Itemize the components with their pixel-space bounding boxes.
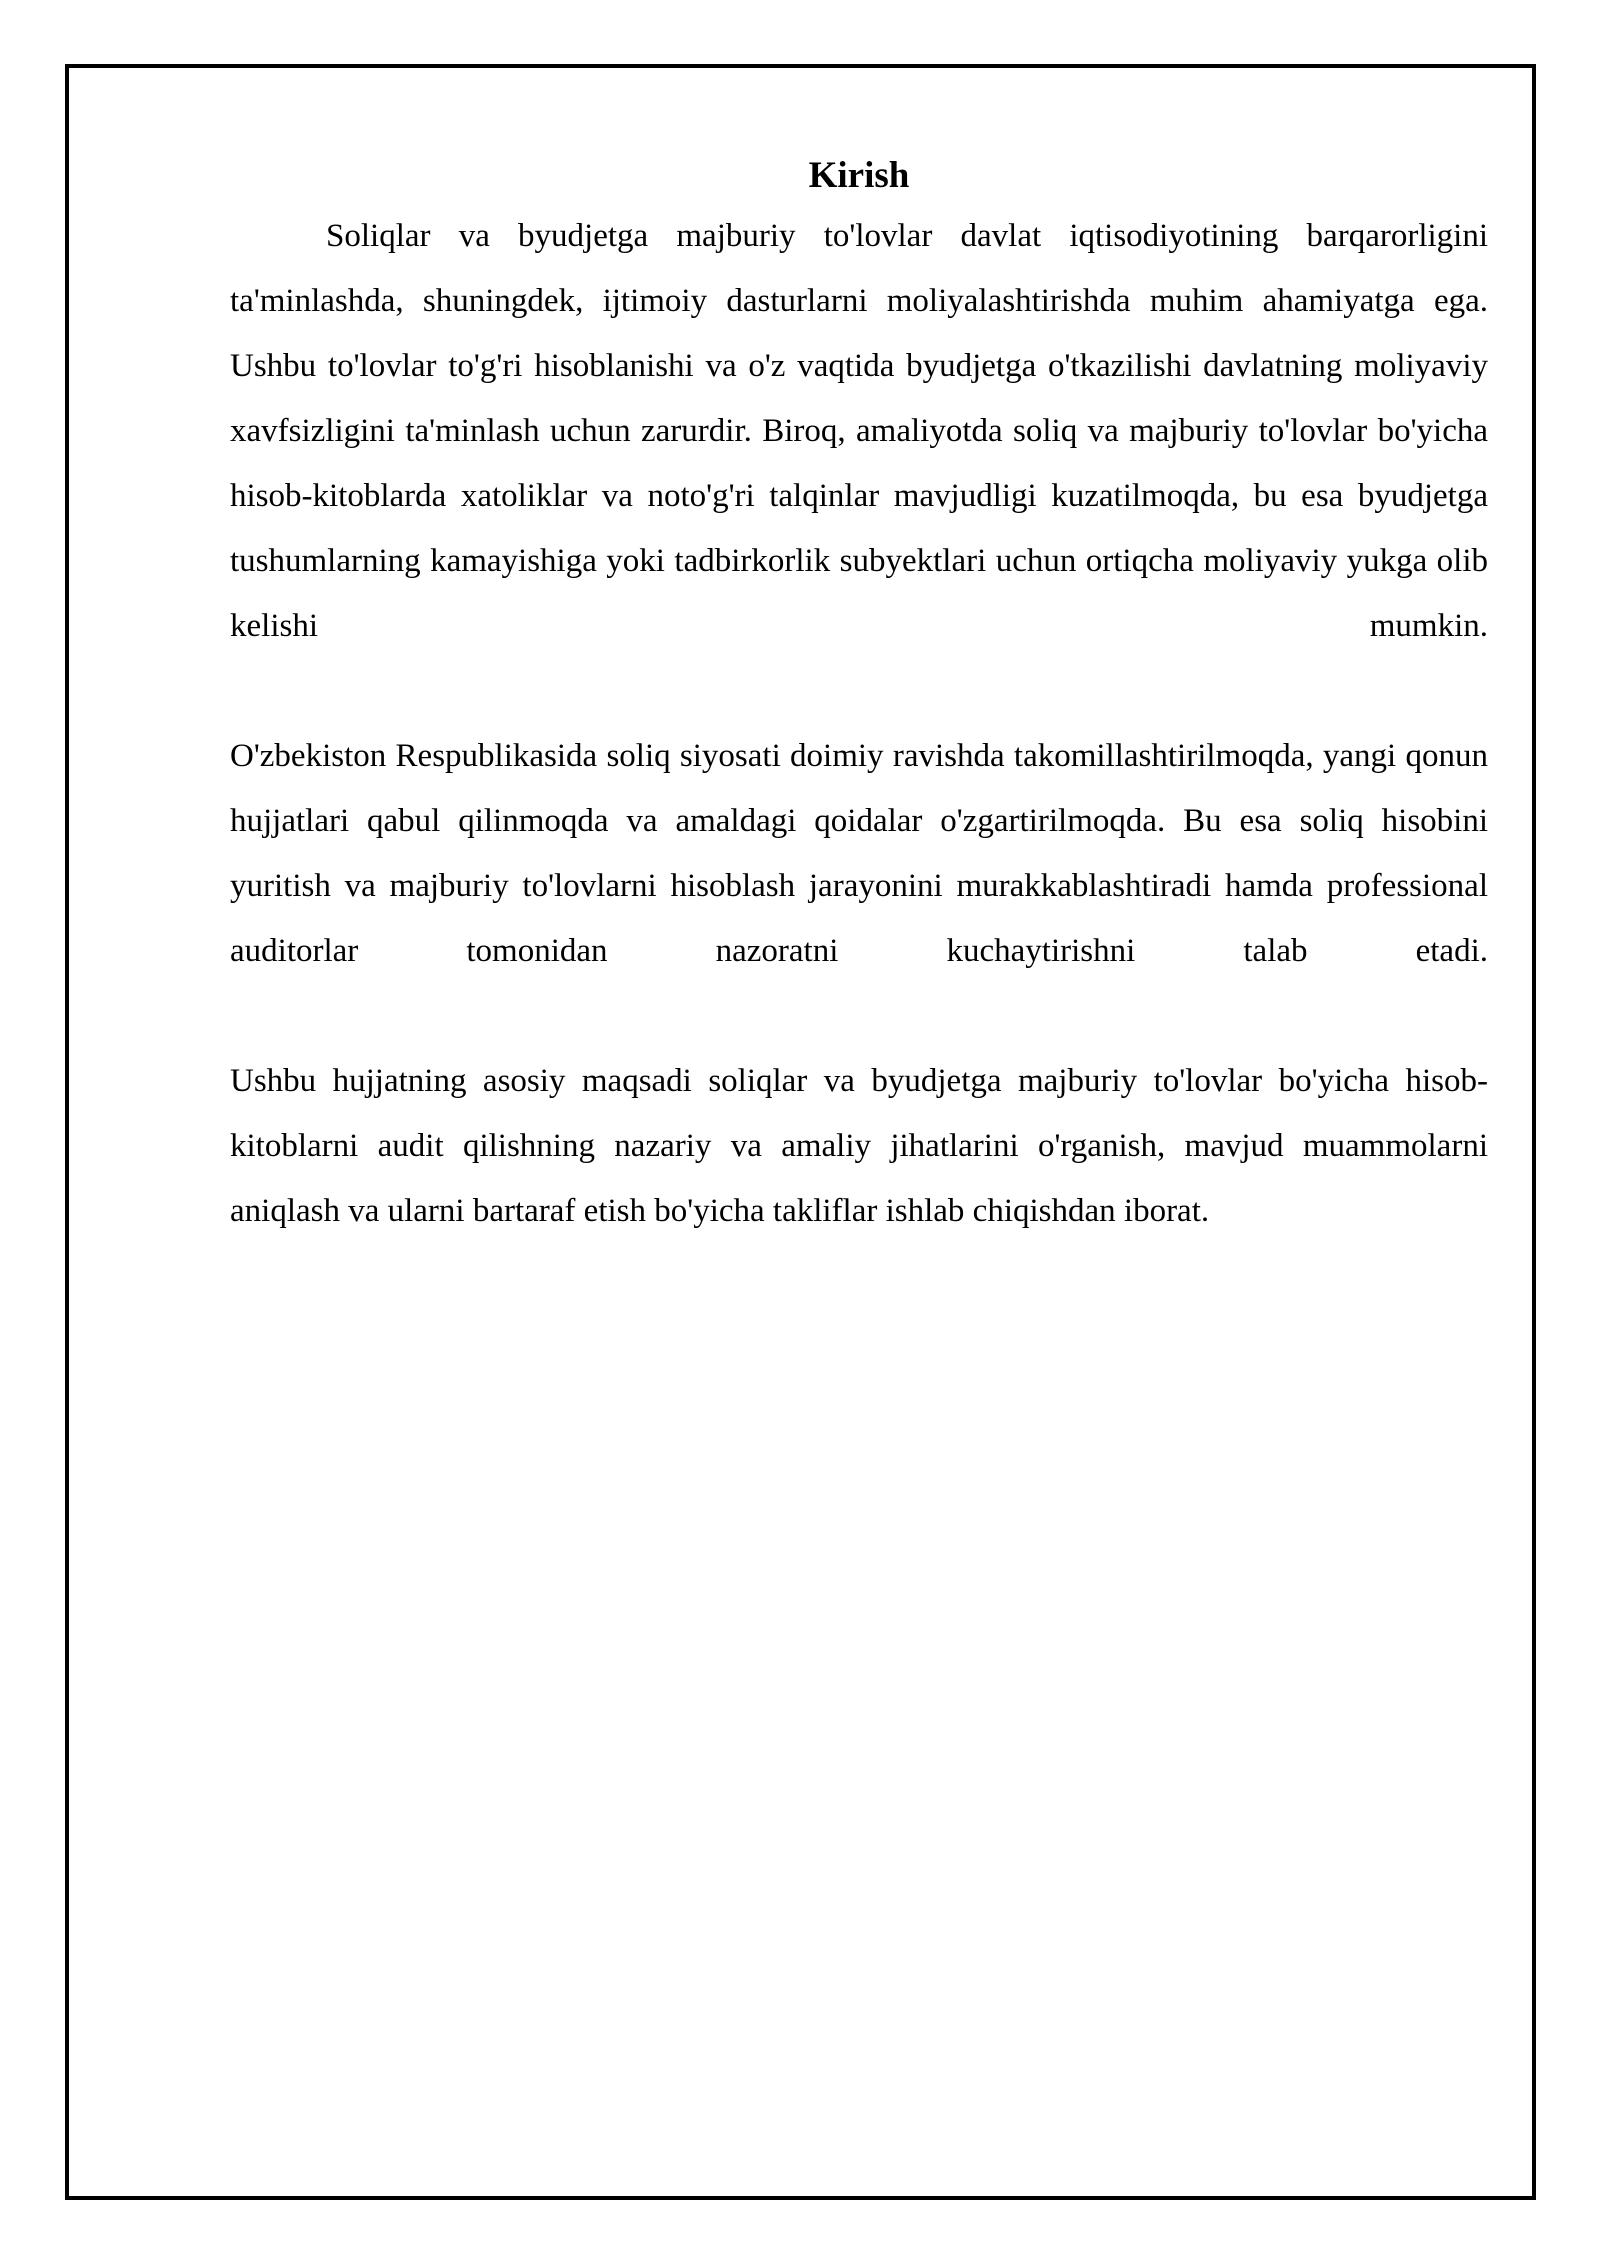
paragraph-intro: Soliqlar va byudjetga majburiy to'lovlar davlat iqtisodiyotining barqarorligini ta'minlashda, shuningdek, ijtimoiy dasturlarni moliyalashtirishda muhim ahamiyatga ega. Ushbu to'lovlar to'g'ri hisoblanishi va o'z vaqtida byudjetga o'tkazilishi davlatning moliyaviy xavfsizligini ta'minlash uchun zarurdir. Biroq, amaliyotda soliq va majburiy to'lovlar bo'yicha hisob-kitoblarda xatoliklar va noto'g'ri talqinlar mavjudligi kuzatilmoqda, bu esa byudjetga tushumlarning kamayishiga yoki tadbirkorlik subyektlari uchun ortiqcha moliyaviy yukga olib kelishi mumkin. xyxy=(230,218,1488,644)
paragraph-spacer xyxy=(230,984,1488,1049)
paragraph-spacer xyxy=(230,659,1488,724)
paragraph-tax-policy: O'zbekiston Respublikasida soliq siyosati doimiy ravishda takomillashtirilmoqda, yangi qonun hujjatlari qabul qilinmoqda va amaldagi qoidalar o'zgartirilmoqda. Bu esa soliq hisobini yuritish va majburiy to'lovlarni hisoblash jarayonini murakkablashtiradi hamda professional auditorlar tomonidan nazoratni kuchaytirishni talab etadi. xyxy=(230,738,1488,969)
paragraph-purpose: Ushbu hujjatning asosiy maqsadi soliqlar va byudjetga majburiy to'lovlar bo'yicha hisob-kitoblarni audit qilishning nazariy va amaliy jihatlarini o'rganish, mavjud muammolarni aniqlash va ularni bartaraf etish bo'yicha takliflar ishlab chiqishdan iborat. xyxy=(230,1063,1488,1229)
document-body xyxy=(230,148,1488,1244)
page-title: Kirish xyxy=(808,155,910,196)
